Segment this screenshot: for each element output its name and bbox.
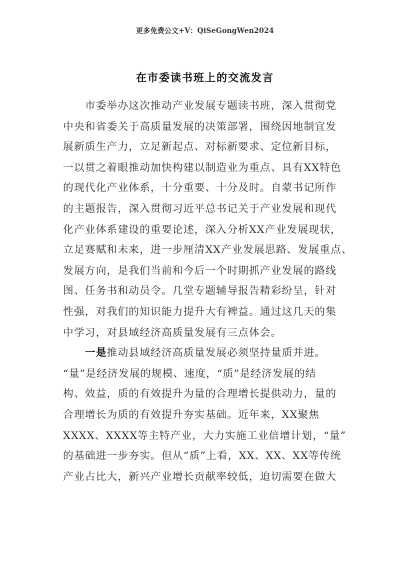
- paragraph-line: 性强，对我们的知识能力提升大有裨益。通过这几天的集: [63, 305, 337, 318]
- paragraph-line: 的主题报告，深入贯彻习近平总书记关于产业发展和现代: [63, 202, 337, 215]
- document-body: [63, 96, 353, 487]
- paragraph-line: XXXX、XXXX等主特产业，大力实施工业倍增计划，“量”: [63, 429, 347, 442]
- paragraph-line: 的基础进一步夯实。但从“质”上看，XX、XX、XX等传统: [63, 450, 342, 463]
- paragraph-line: 构、效益，质的有效提升为量的合理增长提供动力，量的: [63, 388, 337, 401]
- point-one-line: [63, 343, 353, 364]
- paragraph-line: 发展方向，是我们当前和今后一个时期抓产业发展的路线: [63, 264, 337, 277]
- point-one-lead: 一是: [63, 347, 107, 360]
- header-note: 更多免费公文+V：QiSeGongWen2024: [136, 26, 274, 35]
- paragraph-line: 产业占比大，新兴产业增长贡献率较低，迫切需要在做大: [63, 470, 337, 483]
- paragraph-line: 立足赛赋和未来，进一步厘清XX产业发展思路、发展重点、: [63, 244, 353, 257]
- paragraph-line: 展新质生产力，立足新起点、对标新要求、定位新目标，: [63, 141, 337, 154]
- paragraph-line: “量”是经济发展的规模、速度，“质”是经济发展的结: [63, 367, 317, 380]
- paragraph-line: 图、任务书和动员令。几堂专题辅导报告精彩纷呈，针对: [63, 285, 337, 298]
- paragraph-line: 中学习，对县域经济高质量发展有三点体会。: [63, 326, 282, 339]
- paragraph-line: 的现代化产业体系，十分重要、十分及时。自蒙书记所作: [63, 182, 337, 195]
- document-title: 在市委读书班上的交流发言: [136, 72, 274, 84]
- paragraph-line: 化产业体系建设的重要论述，深入分析XX产业发展现状，: [63, 223, 342, 236]
- paragraph-line: 市委举办这次推动产业发展专题读书班，深入贯彻党: [63, 100, 337, 112]
- paragraph-line: 合理增长为质的有效提升夯实基础。近年来，XX聚焦: [63, 408, 320, 421]
- point-one-text: 推动县域经济高质量发展必须坚持量质并进。: [106, 347, 326, 360]
- paragraph-line: 一以贯之着眼推动加快构建以制造业为重点、具有XX特色: [63, 161, 342, 174]
- paragraph-line: 中央和省委关于高质量发展的决策部署，围绕因地制宜发: [63, 120, 337, 133]
